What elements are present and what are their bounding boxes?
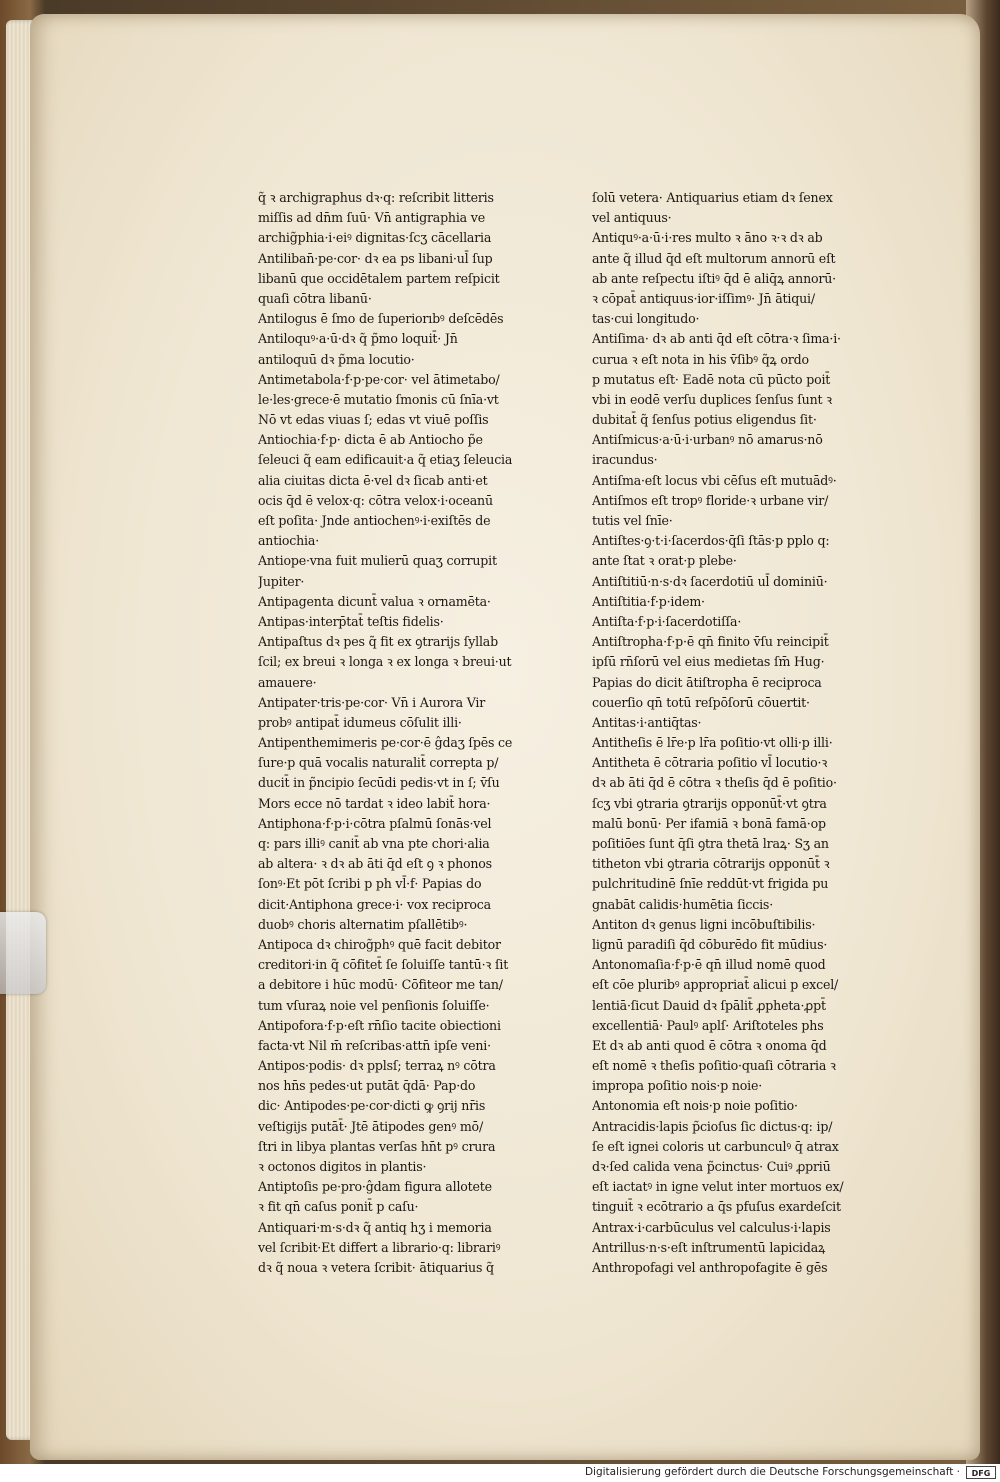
- text-line: dic· Antipodes·pe·cor·dicti ꝙ ꝯrij nr̄is: [258, 1098, 486, 1114]
- text-line: facta·vt Nil m̄ reſcribas·attn̄ ipſe veni·: [258, 1037, 491, 1053]
- text-line: Antipagenta dicunt̄ valua ꝛ ornamēta·: [258, 593, 491, 609]
- text-line: eſt nomē ꝛ theſis poſitio·quaſi cōtraria ꝛ: [592, 1058, 836, 1074]
- text-line: q̃ ꝛ archigraphus dꝛ·q: reſcribit litteris: [258, 190, 494, 205]
- text-line: ſolū vetera· Antiquarius etiam dꝛ ſenex: [592, 190, 833, 205]
- text-line: miſſis ad dn̄m ſuū· Vn̄ antigraphia ve: [258, 210, 485, 226]
- text-line: vbi in eodē verſu duplices ſenſus ſunt ꝛ: [592, 391, 832, 407]
- text-line: dꝛ q̃ noua ꝛ vetera ſcribit· ātiquarius q̃: [258, 1259, 494, 1275]
- dfg-logo-icon: DFG: [966, 1466, 996, 1479]
- text-line: Antiloquꝰ·a·ū·dꝛ q̃ p̃mo loquit̄· Jn̄: [258, 331, 458, 347]
- text-line: ante ſtat ꝛ orat·p plebe·: [592, 553, 737, 569]
- text-line: gnabāt calidis·humētia ſiccis·: [592, 896, 773, 912]
- text-line: curua ꝛ eſt nota in his v̄ſibꝰ q̃ꝝ ordo: [592, 351, 809, 367]
- text-line: Papias do dicit ātiſtropha ē reciproca: [592, 674, 822, 690]
- text-line: tum vſuraꝝ noie vel penſionis ſoluiſſe·: [258, 997, 490, 1013]
- text-line: Antipos·podis· dꝛ pplsſ; terraꝝ nꝰ cōtra: [258, 1058, 496, 1074]
- text-line: Antiſma·eſt locus vbi cēſus eſt mutuādꝰ·: [592, 472, 837, 488]
- text-line: Et dꝛ ab anti quod ē cōtra ꝛ onoma q̄d: [592, 1037, 827, 1053]
- text-line: ꝛ octonos digitos in plantis·: [258, 1159, 427, 1174]
- text-line: Antiope·vna fuit mulierū quaʒ corrupit: [258, 553, 497, 569]
- text-line: Antiſta·f·p·i·ſacerdotiſſa·: [592, 613, 742, 629]
- text-line: Antipas·interp̄tat̄ teſtis fidelis·: [258, 613, 444, 629]
- text-line: ſtri in libya plantas verſas hn̄t pꝰ crura: [258, 1138, 496, 1154]
- text-line: Antiquꝰ·a·ū·i·res multo ꝛ āno ꝛ·ꝛ dꝛ ab: [592, 230, 823, 246]
- text-line: ꝛ cōpat̄ antiquus·ior·iſſimꝰ· Jn̄ ātiqui/: [592, 290, 815, 306]
- text-line: ipſū rn̄ſorū vel eius medietas ſm̄ Hug·: [592, 654, 825, 670]
- text-line: a debitore i hūc modū· Cōfiteor me tan/: [258, 977, 503, 993]
- text-line: lentiā·ſicut Dauid dꝛ ſpālit̄ ꝓpheta·ꝓpt̄: [592, 997, 826, 1013]
- text-line: ab ante reſpectu iſtiꝰ q̄d ē aliq̄ꝝ annorū·: [592, 270, 836, 286]
- text-line: Antiſtes·ꝯ·t·i·ſacerdos·q̄ſi ſtās·p pplo q:: [592, 533, 830, 549]
- text-line: Antonomia eſt nois·p noie poſitio·: [592, 1098, 798, 1114]
- text-line: ducit̄ in p̃ncipio ſecūdi pedis·vt in ſ; v̄ſu: [258, 775, 500, 791]
- text-line: Antiptoſis pe·pro·ĝdam figura allotete: [258, 1179, 492, 1195]
- text-line: alia ciuitas dicta ē·vel dꝛ ſicab anti·et: [258, 472, 488, 488]
- text-line: couerſio qn̄ totū reſpōſorū cōuertit·: [592, 694, 810, 710]
- text-line: tutis vel ſnīe·: [592, 513, 673, 528]
- text-line: Antiphona·f·p·i·cōtra pſalmū ſonās·vel: [258, 815, 492, 831]
- text-line: Antracidis·lapis p̃cioſus ſic dictus·q: ip/: [592, 1118, 833, 1134]
- text-line: Mors ecce nō tardat ꝛ ideo labit̄ hora·: [258, 795, 491, 811]
- text-line: quaſi cōtra libanū·: [258, 290, 372, 306]
- text-line: excellentiā· Paulꝰ aplſ· Ariſtoteles phs: [592, 1017, 824, 1033]
- text-line: Antiſtitiū·n·s·dꝛ ſacerdotiū ul̄ dominiū·: [592, 573, 828, 589]
- text-line: nos hn̄s pedes·ut putāt q̄dā· Pap·do: [258, 1078, 476, 1094]
- text-line: Antonomaſia·f·p·ē qn̄ illud nomē quod: [592, 957, 826, 973]
- text-line: Antimetabola·f·p·pe·cor· vel ātimetabo/: [258, 371, 500, 387]
- text-line: antiochia·: [258, 533, 319, 549]
- text-line: Antiliban̄·pe·cor· dꝛ ea ps libani·ul̄ ſup: [258, 250, 493, 266]
- text-line: tas·cui longitudo·: [592, 311, 700, 327]
- text-line: Antipater·tris·pe·cor· Vn̄ i Aurora Vir: [258, 694, 486, 710]
- text-line: tinguit̄ ꝛ ecōtrario a q̄s pfuſus exardeſcit: [592, 1199, 841, 1215]
- text-line: archig̃phia·i·eiꝰ dignitas·ſcʒ cācellaria: [258, 230, 492, 246]
- text-line: poſitiōes ſunt q̄ſi ꝯtra thetā lraꝝ· Sʒ an: [592, 836, 829, 851]
- text-line: Antrax·i·carbūculus vel calculus·i·lapis: [592, 1219, 831, 1235]
- text-line: ꝛ fit qn̄ caſus ponit̄ p caſu·: [258, 1199, 419, 1215]
- page-clip: [0, 912, 46, 994]
- text-line: vel antiquus·: [592, 210, 672, 226]
- text-line: vel ſcribit·Et differt a librario·q: librariꝰ: [258, 1239, 501, 1255]
- text-line: p mutatus eſt· Eadē nota cū pūcto poit̄: [592, 371, 831, 387]
- text-line: ante q̃ illud q̄d eſt multorum annorū eſt: [592, 250, 836, 266]
- text-line: ſure·p quā vocalis naturalit̄ correpta p/: [258, 755, 499, 771]
- text-line: Antitheta ē cōtraria poſitio vl̄ locutio·ꝛ: [592, 755, 828, 771]
- text-line: ſcʒ vbi ꝯtraria ꝯtrarijs opponūt̄·vt ꝯtra: [592, 795, 827, 811]
- text-line: q: pars illiꝰ canit̄ ab vna pte chori·alia: [258, 836, 490, 851]
- text-line: Antiſmos eſt tropꝰ floride·ꝛ urbane vir/: [592, 492, 829, 508]
- text-line: ſcil; ex breui ꝛ longa ꝛ ex longa ꝛ breui·ut: [258, 654, 512, 670]
- text-line: duobꝰ choris alternatim pſallētibꝰ·: [258, 916, 468, 932]
- text-column-right: [592, 188, 892, 1278]
- text-line: Antilogus ē ſmo de ſuperiorıbꝰ deſcēdēs: [258, 311, 504, 327]
- text-line: Antrillus·n·s·eſt inſtrumentū lapicidaꝝ: [592, 1239, 826, 1255]
- text-line: ſe eſt ignei coloris ut carbunculꝰ q̄ atrax: [592, 1138, 839, 1154]
- text-line: malū bonū· Per ifamiā ꝛ bonā famā·op: [592, 815, 826, 831]
- text-line: Antipoca dꝛ chirog̃phꝰ quē facit debitor: [258, 936, 501, 952]
- text-line: dꝛ ab āti q̄d ē cōtra ꝛ theſis q̄d ē poſitio·: [592, 775, 837, 791]
- text-line: eſt iactatꝰ in igne velut inter mortuos ex/: [592, 1179, 844, 1195]
- text-line: probꝰ antipat̄ idumeus cōſulit illi·: [258, 714, 462, 730]
- text-line: amauere·: [258, 674, 317, 690]
- text-line: antiloquū dꝛ p̃ma locutio·: [258, 351, 415, 367]
- text-line: ſonꝰ·Et pōt ſcribi p ph vl̄·f· Papias do: [258, 876, 482, 892]
- text-line: Antiſtitia·f·p·idem·: [592, 593, 705, 609]
- text-line: eſt poſita· Jnde antiochenꝰ·i·exiſtēs de: [258, 513, 491, 528]
- text-line: impropa poſitio nois·p noie·: [592, 1078, 763, 1094]
- text-line: eſt cōe pluribꝰ appropriat̄ alicui p excel/: [592, 977, 839, 993]
- text-line: dubitat̄ q̃ ſenſus potius eligendus ſit·: [592, 412, 817, 428]
- text-line: creditori·in q̃ cōfitet̄ ſe ſoluiſſe tantū·ꝛ ſit: [258, 957, 509, 973]
- text-line: le·les·grece·ē mutatio ſmonis cū ſnīa·vt: [258, 391, 499, 407]
- text-line: dicit·Antiphona grece·i· vox reciproca: [258, 896, 491, 912]
- text-line: Antitas·i·antiq̄tas·: [592, 714, 702, 730]
- footer-bar: [0, 1464, 1000, 1482]
- text-line: Antitheſis ē lr̄e·p lr̄a poſitio·vt olli·p illi·: [592, 735, 833, 751]
- text-line: Antipofora·f·p·eſt rn̄ſio tacite obiectioni: [258, 1017, 501, 1033]
- text-line: Nō vt edas viuas ſ; edas vt viuē poſſis: [258, 412, 489, 428]
- text-line: Antiſtropha·f·p·ē qn̄ finito v̄ſu reincipit̄: [592, 634, 829, 650]
- text-line: Antiochia·f·p· dicta ē ab Antiocho p̃e: [258, 432, 483, 448]
- text-line: iracundus·: [592, 452, 658, 468]
- text-line: Jupiter·: [258, 573, 305, 589]
- text-line: libanū que occidētalem partem reſpicit: [258, 270, 500, 286]
- text-line: pulchritudinē ſnīe reddūt·vt frigida pu: [592, 876, 829, 892]
- text-line: Anthropofagi vel anthropofagite ē gēs: [592, 1259, 828, 1275]
- text-line: Antiſima· dꝛ ab anti q̄d eſt cōtra·ꝛ ſima·i·: [592, 331, 841, 347]
- text-line: titheton vbi ꝯtraria cōtrarijs opponūt̄ ꝛ: [592, 856, 830, 872]
- text-line: ocis q̄d ē velox·q: cōtra velox·i·oceanū: [258, 492, 493, 508]
- text-column-left: [258, 188, 558, 1278]
- text-line: ſeleuci q̃ eam edificauit·a q̃ etiaʒ ſeleucia: [258, 452, 513, 468]
- text-line: Antiquari·m·s·dꝛ q̃ antiq hʒ i memoria: [258, 1219, 492, 1235]
- text-line: ab altera· ꝛ dꝛ ab āti q̄d eſt ꝯ ꝛ phonos: [258, 856, 492, 872]
- footer-credit: Digitalisierung gefördert durch die Deutsche Forschungsgemeinschaft ·: [584, 1466, 960, 1478]
- text-line: Antipaſtus dꝛ pes q̃ fit ex ꝯtrarijs ſyllab: [258, 634, 498, 650]
- text-line: Antiton dꝛ genus ligni incōbuſtibilis·: [592, 916, 816, 932]
- text-line: dꝛ·ſed calida vena p̃cinctus· Cuiꝰ ꝓpriū: [592, 1159, 831, 1174]
- text-line: veſtigijs putāt̄· Jtē ātipodes genꝰ mō/: [258, 1118, 483, 1134]
- text-line: lignū paradiſi q̄d cōburēdo fit mūdius·: [592, 936, 828, 952]
- text-line: Antiſmicus·a·ū·i·urbanꝰ nō amarus·nō: [592, 432, 823, 448]
- text-line: Antipenthemimeris pe·cor·ē ĝdaʒ ſpēs ce: [258, 735, 513, 751]
